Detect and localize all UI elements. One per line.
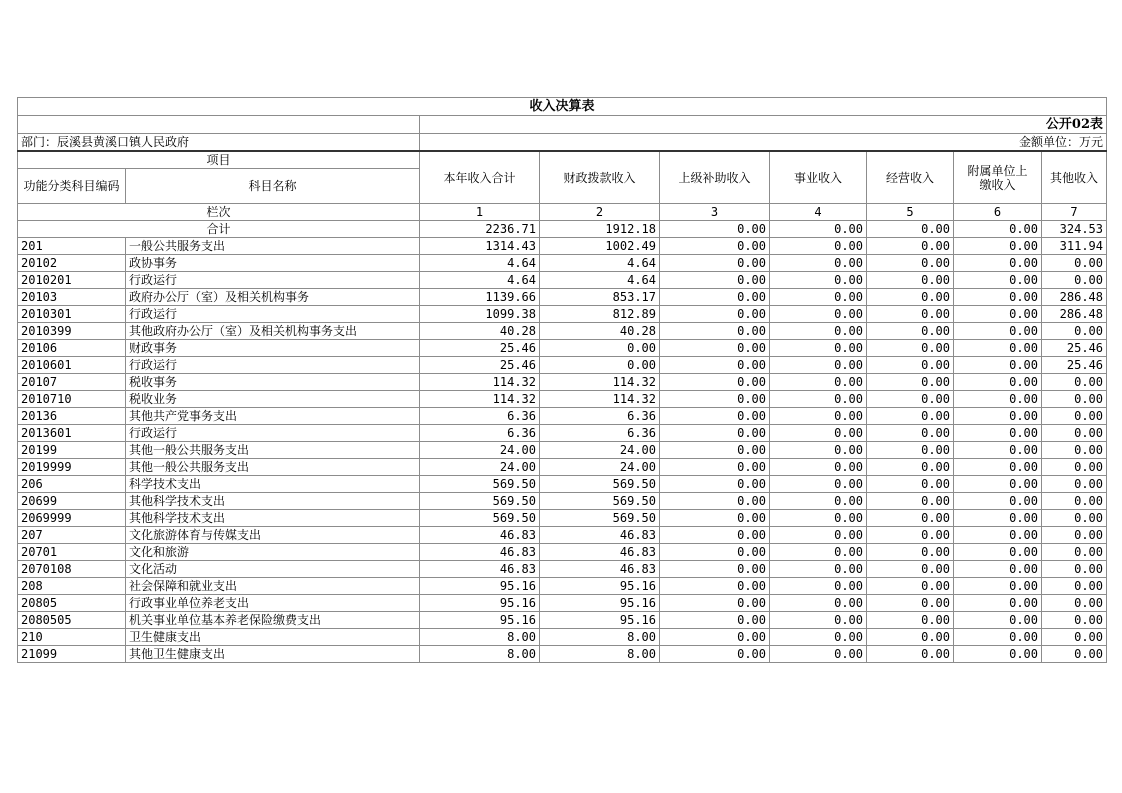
row-code: 2019999 [18,459,126,476]
row-value: 0.00 [1042,544,1107,561]
row-value: 0.00 [867,374,954,391]
row-value: 569.50 [540,476,660,493]
row-value: 0.00 [770,595,867,612]
row-name: 其他卫生健康支出 [126,646,420,663]
department-label: 部门：辰溪县黄溪口镇人民政府 [18,134,420,152]
table-title: 收入决算表 [18,98,1107,116]
table-row [18,442,1107,459]
row-value: 0.00 [660,391,770,408]
row-value: 25.46 [1042,340,1107,357]
row-value: 0.00 [1042,255,1107,272]
row-value: 95.16 [420,595,540,612]
row-value: 0.00 [954,425,1042,442]
row-value: 8.00 [540,646,660,663]
row-value: 0.00 [770,544,867,561]
row-value: 1099.38 [420,306,540,323]
row-value: 0.00 [770,357,867,374]
row-value: 0.00 [954,357,1042,374]
table-row [18,425,1107,442]
row-value: 0.00 [954,306,1042,323]
row-value: 0.00 [660,357,770,374]
row-name: 文化活动 [126,561,420,578]
row-value: 0.00 [660,323,770,340]
row-value: 114.32 [420,391,540,408]
row-value: 0.00 [660,476,770,493]
row-value: 0.00 [1042,595,1107,612]
row-name: 政协事务 [126,255,420,272]
row-value: 812.89 [540,306,660,323]
row-value: 25.46 [1042,357,1107,374]
row-value: 25.46 [420,357,540,374]
row-value: 40.28 [540,323,660,340]
row-value: 0.00 [1042,629,1107,646]
row-name: 税收事务 [126,374,420,391]
row-value: 46.83 [540,561,660,578]
row-value: 95.16 [540,595,660,612]
row-value: 24.00 [540,459,660,476]
row-value: 0.00 [770,408,867,425]
row-value: 0.00 [660,561,770,578]
row-code: 2080505 [18,612,126,629]
row-value: 0.00 [770,323,867,340]
row-value: 1314.43 [420,238,540,255]
row-value: 25.46 [420,340,540,357]
row-value: 0.00 [867,459,954,476]
row-value: 0.00 [867,629,954,646]
row-value: 0.00 [954,459,1042,476]
row-value: 0.00 [770,255,867,272]
row-value: 0.00 [770,391,867,408]
row-value: 0.00 [1042,391,1107,408]
table-row [18,629,1107,646]
table-row [18,408,1107,425]
table-row [18,391,1107,408]
table-row [18,255,1107,272]
row-value: 24.00 [420,459,540,476]
row-value: 95.16 [540,578,660,595]
row-value: 0.00 [867,476,954,493]
row-code: 206 [18,476,126,493]
row-value: 0.00 [867,357,954,374]
row-value: 0.00 [770,272,867,289]
row-name: 行政运行 [126,306,420,323]
row-code: 20701 [18,544,126,561]
row-value: 0.00 [954,476,1042,493]
row-value: 0.00 [954,272,1042,289]
row-value: 0.00 [660,408,770,425]
col-number: 1 [420,204,540,221]
total-value: 1912.18 [540,221,660,238]
row-value: 0.00 [867,510,954,527]
row-value: 569.50 [540,510,660,527]
row-value: 569.50 [420,493,540,510]
row-value: 0.00 [660,289,770,306]
table-row [18,544,1107,561]
col-number: 4 [770,204,867,221]
row-value: 8.00 [420,646,540,663]
row-value: 0.00 [954,629,1042,646]
row-code: 2010201 [18,272,126,289]
row-code: 20699 [18,493,126,510]
row-value: 0.00 [1042,527,1107,544]
row-value: 0.00 [660,459,770,476]
col-number: 7 [1042,204,1107,221]
table-row [18,527,1107,544]
row-value: 0.00 [660,340,770,357]
row-value: 0.00 [954,493,1042,510]
table-row [18,476,1107,493]
row-value: 0.00 [770,425,867,442]
row-value: 24.00 [420,442,540,459]
row-value: 0.00 [867,646,954,663]
row-value: 24.00 [540,442,660,459]
row-value: 0.00 [660,629,770,646]
header-code: 功能分类科目编码 [18,169,126,204]
row-value: 0.00 [867,527,954,544]
row-value: 0.00 [660,255,770,272]
row-value: 114.32 [420,374,540,391]
row-name: 其他科学技术支出 [126,510,420,527]
row-value: 0.00 [770,612,867,629]
total-value: 0.00 [867,221,954,238]
row-value: 0.00 [954,544,1042,561]
row-value: 569.50 [420,476,540,493]
row-name: 财政事务 [126,340,420,357]
row-value: 0.00 [1042,323,1107,340]
row-value: 0.00 [660,238,770,255]
row-name: 机关事业单位基本养老保险缴费支出 [126,612,420,629]
col-number: 5 [867,204,954,221]
row-value: 0.00 [540,340,660,357]
row-value: 0.00 [954,323,1042,340]
unit-label: 金额单位：万元 [420,134,1107,152]
row-value: 0.00 [660,510,770,527]
row-value: 0.00 [770,629,867,646]
row-name: 政府办公厅（室）及相关机构事务 [126,289,420,306]
row-value: 0.00 [954,374,1042,391]
row-code: 20805 [18,595,126,612]
row-value: 0.00 [660,544,770,561]
row-code: 20199 [18,442,126,459]
table-row [18,238,1107,255]
row-value: 0.00 [1042,408,1107,425]
row-value: 569.50 [420,510,540,527]
table-row [18,306,1107,323]
total-row [18,221,1107,238]
total-value: 0.00 [660,221,770,238]
table-row [18,289,1107,306]
row-value: 0.00 [867,255,954,272]
row-code: 20106 [18,340,126,357]
row-code: 2010601 [18,357,126,374]
row-value: 0.00 [770,510,867,527]
row-value: 0.00 [867,442,954,459]
total-value: 0.00 [770,221,867,238]
row-value: 853.17 [540,289,660,306]
row-value: 0.00 [770,306,867,323]
row-value: 0.00 [954,238,1042,255]
income-statement-sheet [17,97,1106,663]
row-code: 208 [18,578,126,595]
row-value: 4.64 [420,255,540,272]
row-code: 21099 [18,646,126,663]
total-label: 合计 [18,221,420,238]
row-code: 20103 [18,289,126,306]
row-value: 0.00 [867,238,954,255]
row-name: 其他一般公共服务支出 [126,442,420,459]
header-row-label: 栏次 [18,204,420,221]
row-name: 行政运行 [126,425,420,442]
row-value: 0.00 [867,272,954,289]
header-col5: 经营收入 [867,151,954,204]
row-value: 0.00 [867,578,954,595]
row-value: 0.00 [867,544,954,561]
row-value: 0.00 [867,612,954,629]
row-value: 0.00 [660,425,770,442]
total-value: 0.00 [954,221,1042,238]
row-name: 行政运行 [126,272,420,289]
row-value: 114.32 [540,374,660,391]
row-value: 0.00 [954,255,1042,272]
row-value: 4.64 [420,272,540,289]
row-value: 0.00 [770,374,867,391]
row-value: 0.00 [867,408,954,425]
row-value: 0.00 [1042,425,1107,442]
row-value: 0.00 [954,595,1042,612]
table-row [18,578,1107,595]
row-value: 0.00 [954,527,1042,544]
table-row [18,357,1107,374]
row-value: 286.48 [1042,306,1107,323]
row-value: 0.00 [770,442,867,459]
row-value: 0.00 [660,578,770,595]
table-row [18,561,1107,578]
row-name: 行政事业单位养老支出 [126,595,420,612]
row-name: 文化旅游体育与传媒支出 [126,527,420,544]
row-value: 0.00 [770,459,867,476]
row-value: 95.16 [420,578,540,595]
row-value: 46.83 [540,527,660,544]
col-number: 2 [540,204,660,221]
row-name: 文化和旅游 [126,544,420,561]
header-col4: 事业收入 [770,151,867,204]
row-value: 0.00 [660,374,770,391]
row-name: 卫生健康支出 [126,629,420,646]
row-value: 0.00 [1042,646,1107,663]
table-row [18,340,1107,357]
row-value: 0.00 [867,425,954,442]
row-name: 其他一般公共服务支出 [126,459,420,476]
row-value: 0.00 [770,646,867,663]
row-value: 0.00 [660,442,770,459]
row-value: 8.00 [420,629,540,646]
row-value: 0.00 [867,391,954,408]
row-code: 2069999 [18,510,126,527]
row-value: 6.36 [420,425,540,442]
row-value: 0.00 [1042,442,1107,459]
table-row [18,323,1107,340]
table-row [18,459,1107,476]
table-row [18,272,1107,289]
row-value: 0.00 [954,578,1042,595]
row-code: 20107 [18,374,126,391]
row-value: 286.48 [1042,289,1107,306]
row-code: 207 [18,527,126,544]
row-value: 6.36 [540,408,660,425]
row-value: 6.36 [420,408,540,425]
row-value: 0.00 [770,289,867,306]
row-value: 0.00 [770,561,867,578]
row-value: 0.00 [954,289,1042,306]
row-value: 8.00 [540,629,660,646]
row-value: 0.00 [954,510,1042,527]
row-value: 46.83 [420,561,540,578]
row-value: 0.00 [1042,612,1107,629]
row-name: 科学技术支出 [126,476,420,493]
row-value: 0.00 [1042,561,1107,578]
row-value: 0.00 [867,493,954,510]
row-value: 0.00 [660,306,770,323]
row-value: 0.00 [954,646,1042,663]
row-value: 0.00 [1042,272,1107,289]
row-value: 0.00 [867,306,954,323]
row-value: 0.00 [867,289,954,306]
row-name: 社会保障和就业支出 [126,578,420,595]
row-value: 40.28 [420,323,540,340]
row-value: 0.00 [660,527,770,544]
row-value: 0.00 [1042,476,1107,493]
row-name: 税收业务 [126,391,420,408]
row-name: 其他科学技术支出 [126,493,420,510]
row-value: 0.00 [954,408,1042,425]
row-value: 0.00 [867,561,954,578]
row-value: 1002.49 [540,238,660,255]
row-code: 2010710 [18,391,126,408]
header-col6: 附属单位上缴收入 [954,151,1042,204]
blank-cell [18,116,420,134]
row-value: 0.00 [540,357,660,374]
row-code: 2010301 [18,306,126,323]
row-value: 114.32 [540,391,660,408]
header-col1: 本年收入合计 [420,151,540,204]
row-name: 行政运行 [126,357,420,374]
row-value: 4.64 [540,272,660,289]
row-value: 0.00 [954,561,1042,578]
header-col3: 上级补助收入 [660,151,770,204]
row-value: 46.83 [540,544,660,561]
row-value: 0.00 [770,340,867,357]
row-code: 201 [18,238,126,255]
row-value: 311.94 [1042,238,1107,255]
row-value: 0.00 [954,391,1042,408]
row-value: 0.00 [867,323,954,340]
row-value: 6.36 [540,425,660,442]
row-name: 其他政府办公厅（室）及相关机构事务支出 [126,323,420,340]
table-row [18,493,1107,510]
row-value: 0.00 [1042,459,1107,476]
row-value: 46.83 [420,527,540,544]
row-value: 0.00 [770,476,867,493]
row-code: 2010399 [18,323,126,340]
row-value: 0.00 [660,612,770,629]
header-col7: 其他收入 [1042,151,1107,204]
row-value: 0.00 [954,612,1042,629]
row-value: 46.83 [420,544,540,561]
row-value: 0.00 [954,340,1042,357]
row-value: 569.50 [540,493,660,510]
row-value: 0.00 [1042,578,1107,595]
row-code: 20136 [18,408,126,425]
row-code: 20102 [18,255,126,272]
row-value: 0.00 [1042,374,1107,391]
row-value: 95.16 [540,612,660,629]
row-value: 0.00 [660,595,770,612]
row-name: 其他共产党事务支出 [126,408,420,425]
col-number: 3 [660,204,770,221]
table-row [18,595,1107,612]
total-value: 324.53 [1042,221,1107,238]
row-value: 0.00 [770,527,867,544]
row-value: 0.00 [770,578,867,595]
form-number: 公开02表 [420,116,1107,134]
row-value: 0.00 [1042,493,1107,510]
table-row [18,510,1107,527]
income-table [17,97,1107,663]
total-value: 2236.71 [420,221,540,238]
row-value: 0.00 [867,340,954,357]
row-value: 0.00 [660,646,770,663]
row-value: 4.64 [540,255,660,272]
row-code: 2013601 [18,425,126,442]
header-col2: 财政拨款收入 [540,151,660,204]
header-project: 项目 [18,151,420,169]
table-row [18,646,1107,663]
row-value: 1139.66 [420,289,540,306]
row-value: 0.00 [954,442,1042,459]
row-value: 0.00 [770,493,867,510]
row-value: 0.00 [660,493,770,510]
table-row [18,374,1107,391]
col-number: 6 [954,204,1042,221]
row-code: 2070108 [18,561,126,578]
row-code: 210 [18,629,126,646]
row-value: 0.00 [867,595,954,612]
row-value: 0.00 [1042,510,1107,527]
table-row [18,612,1107,629]
header-name: 科目名称 [126,169,420,204]
row-value: 95.16 [420,612,540,629]
row-value: 0.00 [660,272,770,289]
row-name: 一般公共服务支出 [126,238,420,255]
row-value: 0.00 [770,238,867,255]
